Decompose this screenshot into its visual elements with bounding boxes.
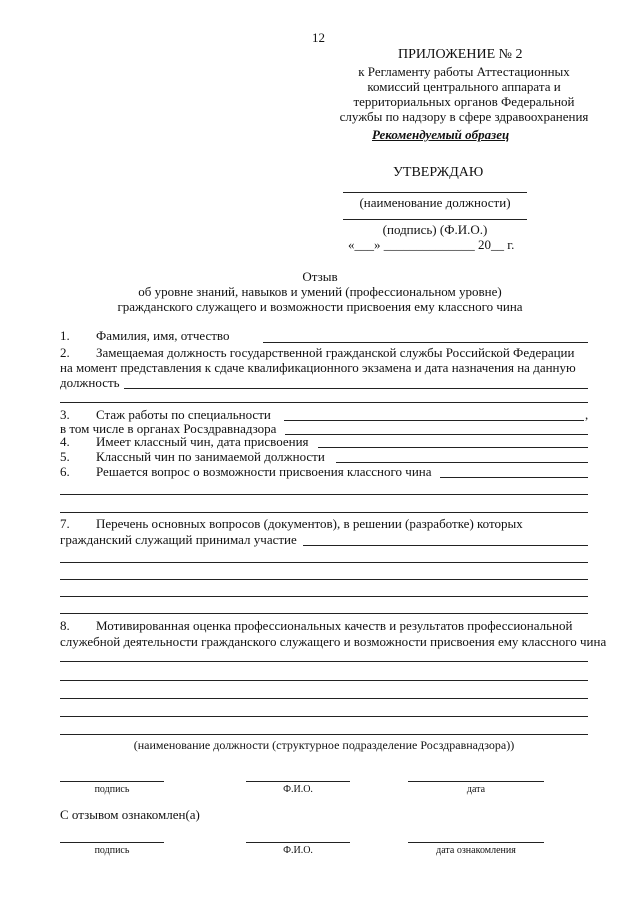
item-number: 4. [60,434,70,449]
recommended-sample: Рекомендуемый образец [372,127,510,142]
item-4-label: Имеет классный чин, дата присвоения [96,434,309,449]
item-7-field-3[interactable] [60,579,588,580]
item-8-label: Мотивированная оценка профессиональных качеств и результатов профессиональной [96,618,573,633]
footer-signature-caption: подпись [94,784,130,795]
acq-date-line[interactable] [408,842,544,843]
item-7-cont-1: гражданский служащий принимал участие [60,532,297,547]
doc-subtitle-1: об уровне знаний, навыков и умений (профессиональном уровне) [138,284,502,299]
doc-title: Отзыв [302,269,338,284]
item-3-cont-1: в том числе в органах Росздравнадзора [60,421,277,436]
item-7-field-2[interactable] [60,562,588,563]
item-1-label: Фамилия, имя, отчество [96,328,230,343]
item-2-label: Замещаемая должность государственной гражданской службы Российской Федерации [96,345,575,360]
item-number: 7. [60,516,70,531]
position-caption: (наименование должности) [359,195,511,210]
item-8-field-4[interactable] [60,716,588,717]
acq-name-line[interactable] [246,842,350,843]
item-2-cont-2: должность [60,375,120,390]
item-7-field-1[interactable] [303,545,588,546]
item-7 [60,516,590,532]
item-5-field[interactable] [336,462,588,463]
item-number: 3. [60,407,70,422]
item-4 [60,434,309,450]
item-number: 1. [60,328,70,343]
acq-signature-caption: подпись [94,845,130,856]
approve-title: УТВЕРЖДАЮ [393,165,484,180]
item-3-field-2[interactable] [285,434,588,435]
regulation-line-1: к Регламенту работы Аттестационных [358,64,570,79]
footer-date-caption: дата [466,784,486,795]
footer-signature-line[interactable] [60,781,164,782]
item-3-label: Стаж работы по специальности [96,407,271,422]
item-7-field-4[interactable] [60,596,588,597]
acquainted-label: С отзывом ознакомлен(а) [60,807,200,822]
item-4-field[interactable] [318,447,588,448]
item-8-cont-1: служебной деятельности гражданского служащего и возможности присвоения ему классного чина [60,634,607,649]
item-1 [60,328,229,344]
footer-position-caption: (наименование должности (структурное подразделение Росздравнадзора)) [133,738,515,752]
acq-name-caption: Ф.И.О. [283,845,313,856]
appendix-title: ПРИЛОЖЕНИЕ № 2 [398,47,523,62]
item-2-cont-1: на момент представления к сдаче квалификационного экзамена и дата назначения на данную [60,360,576,375]
item-6-field-3[interactable] [60,512,588,513]
item-8 [60,618,590,634]
page-number: 12 [312,30,325,45]
item-number: 2. [60,345,70,360]
regulation-line-3: территориальных органов Федеральной [353,94,575,109]
item-8-field-3[interactable] [60,698,588,699]
item-number: 8. [60,618,70,633]
item-7-label: Перечень основных вопросов (документов), в решении (разработке) которых [96,516,523,531]
item-number: 6. [60,464,70,479]
item-3-field-1[interactable] [284,420,584,421]
regulation-line-4: службы по надзору в сфере здравоохранения [339,109,589,124]
item-8-field-2[interactable] [60,680,588,681]
signature-line [343,219,527,220]
item-3-comma: , [585,407,589,422]
approve-date: «___» ______________ 20__ г. [348,237,515,252]
item-5-label: Классный чин по занимаемой должности [96,449,325,464]
footer-name-line[interactable] [246,781,350,782]
item-7-field-5[interactable] [60,613,588,614]
footer-date-line[interactable] [408,781,544,782]
acq-date-caption: дата ознакомления [436,845,516,856]
item-2 [60,345,574,361]
item-2-field-2[interactable] [60,402,588,403]
item-6-label: Решается вопрос о возможности присвоения классного чина [96,464,432,479]
item-8-field-5[interactable] [60,734,588,735]
signature-caption: (подпись) (Ф.И.О.) [382,222,488,237]
item-6-field-1[interactable] [440,477,588,478]
position-line [343,192,527,193]
item-number: 5. [60,449,70,464]
acq-signature-line[interactable] [60,842,164,843]
item-1-field[interactable] [263,342,588,343]
item-8-field-1[interactable] [60,661,588,662]
item-2-field-1[interactable] [124,388,588,389]
doc-subtitle-2: гражданского служащего и возможности присвоения ему классного чина [117,299,523,314]
item-6-field-2[interactable] [60,494,588,495]
item-6 [60,464,432,480]
footer-name-caption: Ф.И.О. [283,784,313,795]
regulation-line-2: комиссий центрального аппарата и [367,79,561,94]
item-5 [60,449,325,465]
